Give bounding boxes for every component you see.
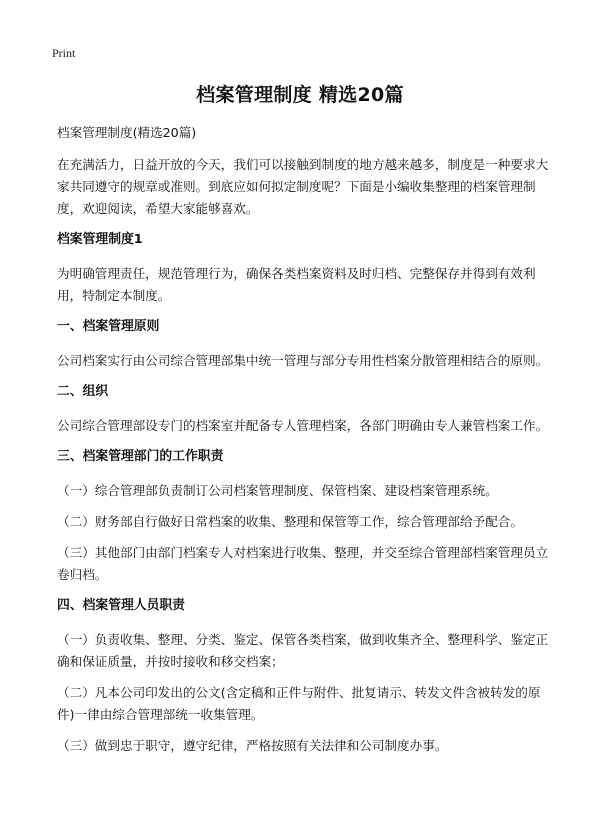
heading-department-duties: 三、档案管理部门的工作职责 (57, 449, 224, 464)
intro-paragraph: 在充满活力，日益开放的今天，我们可以接触到制度的地方越来越多，制度是一种要求大家共同遵守的规章或准则。到底应如何拟定制度呢？下面是小编收集整理的档案管理制度，欢迎阅读，希望大家能够喜欢。 (57, 157, 549, 216)
section-intro-paragraph: 为明确管理责任，规范管理行为，确保各类档案资料及时归档、完整保存并得到有效利用，特制定本制度。 (57, 266, 536, 303)
heading-principles: 一、档案管理原则 (57, 319, 160, 334)
heading-organization: 二、组织 (57, 384, 109, 399)
print-link[interactable]: Print (52, 46, 76, 60)
document-title: 档案管理制度 精选20篇 (196, 84, 404, 106)
staff-duty-2: （二）凡本公司印发出的公文(含定稿和正件与附件、批复请示、转发文件含被转发的原件)一律由综合管理部统一收集管理。 (57, 685, 541, 722)
document-body (57, 122, 551, 766)
section-heading: 档案管理制度1 (57, 232, 143, 247)
document-subtitle: 档案管理制度(精选20篇) (57, 125, 197, 140)
department-duty-2: （二）财务部自行做好日常档案的收集、整理和保管等工作，综合管理部给予配合。 (57, 514, 523, 529)
heading-staff-duties: 四、档案管理人员职责 (57, 598, 185, 613)
department-duty-1: （一）综合管理部负责制订公司档案管理制度、保管档案、建设档案管理系统。 (57, 483, 498, 498)
organization-paragraph: 公司综合管理部设专门的档案室并配备专人管理档案，各部门明确由专人兼管档案工作。 (57, 418, 549, 433)
staff-duty-3: （三）做到忠于职守，遵守纪律，严格按照有关法律和公司制度办事。 (57, 738, 448, 753)
principles-paragraph: 公司档案实行由公司综合管理部集中统一管理与部分专用性档案分散管理相结合的原则。 (57, 353, 549, 368)
department-duty-3: （三）其他部门由部门档案专人对档案进行收集、整理，并交至综合管理部档案管理员立卷归档。 (57, 545, 549, 582)
staff-duty-1: （一）负责收集、整理、分类、鉴定、保管各类档案，做到收集齐全、整理科学、鉴定正确和保证质量，并按时接收和移交档案； (57, 632, 549, 669)
